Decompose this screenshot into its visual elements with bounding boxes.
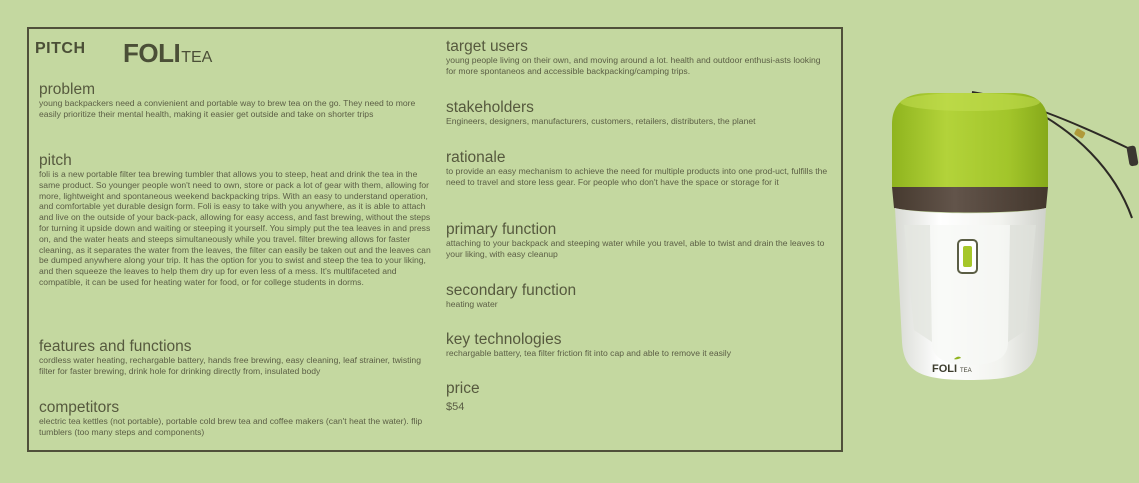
cap-highlight — [900, 93, 1040, 111]
logo-main: FOLI — [123, 38, 181, 68]
section-stakeholders — [446, 99, 831, 127]
section-body: cordless water heating, rechargable battery, hands free brewing, easy cleaning, leaf strainer, twisting filter for faster brewing, drink hole for drinking directly from, insulated body — [39, 355, 421, 376]
product-label-sub: TEA — [960, 368, 972, 374]
section-body: attaching to your backpack and steeping water while you travel, able to twist and drain the leaves to your liking, with easy cleanup — [446, 238, 825, 259]
section-body: electric tea kettles (not portable), portable cold brew tea and coffee makers (can't heat the water). flip tumblers (too many steps and components) — [39, 416, 423, 437]
section-heading: features and functions — [39, 338, 192, 355]
section-secondary-function — [446, 282, 831, 310]
tumbler-illustration — [870, 80, 1139, 390]
section-heading: primary function — [446, 221, 557, 238]
product-image — [870, 80, 1139, 390]
section-heading: key technologies — [446, 331, 562, 348]
section-problem — [39, 81, 434, 120]
logo-sub: TEA — [181, 49, 213, 66]
section-price-value: $54 — [446, 401, 465, 413]
product-label-main: FOLI — [932, 363, 958, 375]
section-body: heating water — [446, 299, 498, 309]
section-heading: stakeholders — [446, 99, 534, 116]
section-body: foli is a new portable filter tea brewing tumbler that allows you to steep, heat and drink the tea in the same product. So younger people won't need to own, store or pack a lot of gear with them, allowing for more, lightweight and spontaneous weekend backpacking trips. With an easy to understand operation, and comfortable yet durable design form. Foli is easy to take with you anywhere, as it is able to attach and live on the outside of your back-pack, allowing for easy access, and fast brewing, without the steps for turning it upside down and waiting or steeping it yourself. You simply put the tea leaves in and press on, and the water heats and steeps simultaneously while you travel. filter brewing allows for faster cleaning, as it separates the water from the leaves, the filter can easily be taken out and the leaves can be dumped anywhere along your trip. It has the option for you to swist and steep the tea to your liking, and then squeeze the leaves to help them dry up for even less of a mess. It's multifaceted and compatible, it can be used for heating water for food, or for college students in dorms. — [39, 169, 431, 287]
section-body: to provide an easy mechanism to achieve the need for multiple products into one prod-uct, fulfills the need to travel and store less gear. For people who don't have the space or storage for it — [446, 166, 828, 187]
header — [35, 38, 255, 78]
section-body: young backpackers need a convienient and portable way to brew tea on the go. They need to more easily prioritize their mental health, making it easier get outside and take on shorter trips — [39, 98, 416, 119]
section-key-technologies — [446, 331, 831, 359]
section-rationale — [446, 149, 831, 188]
section-primary-function — [446, 221, 831, 260]
section-heading: rationale — [446, 149, 506, 166]
section-heading: problem — [39, 81, 95, 98]
section-heading: competitors — [39, 399, 120, 416]
section-features — [39, 338, 434, 377]
section-heading: secondary function — [446, 282, 577, 299]
section-price — [446, 380, 831, 414]
section-competitors — [39, 399, 434, 438]
foli-tea-logo — [123, 38, 212, 69]
section-body: young people living on their own, and moving around a lot. health and outdoor enthusi-asts looking for more spontaneos and accessible backpacking/camping trips. — [446, 55, 821, 76]
section-pitch — [39, 152, 434, 288]
button-indicator — [963, 246, 972, 267]
section-heading: target users — [446, 38, 528, 55]
pitch-label: PITCH — [35, 40, 86, 57]
brown-band — [892, 187, 1048, 213]
section-target-users — [446, 38, 831, 77]
section-heading: pitch — [39, 152, 72, 169]
section-body: rechargable battery, tea filter friction fit into cap and able to remove it easily — [446, 348, 732, 358]
cord-clip — [1126, 145, 1138, 166]
section-body: Engineers, designers, manufacturers, customers, retailers, distributers, the planet — [446, 116, 756, 126]
section-heading: price — [446, 380, 480, 397]
